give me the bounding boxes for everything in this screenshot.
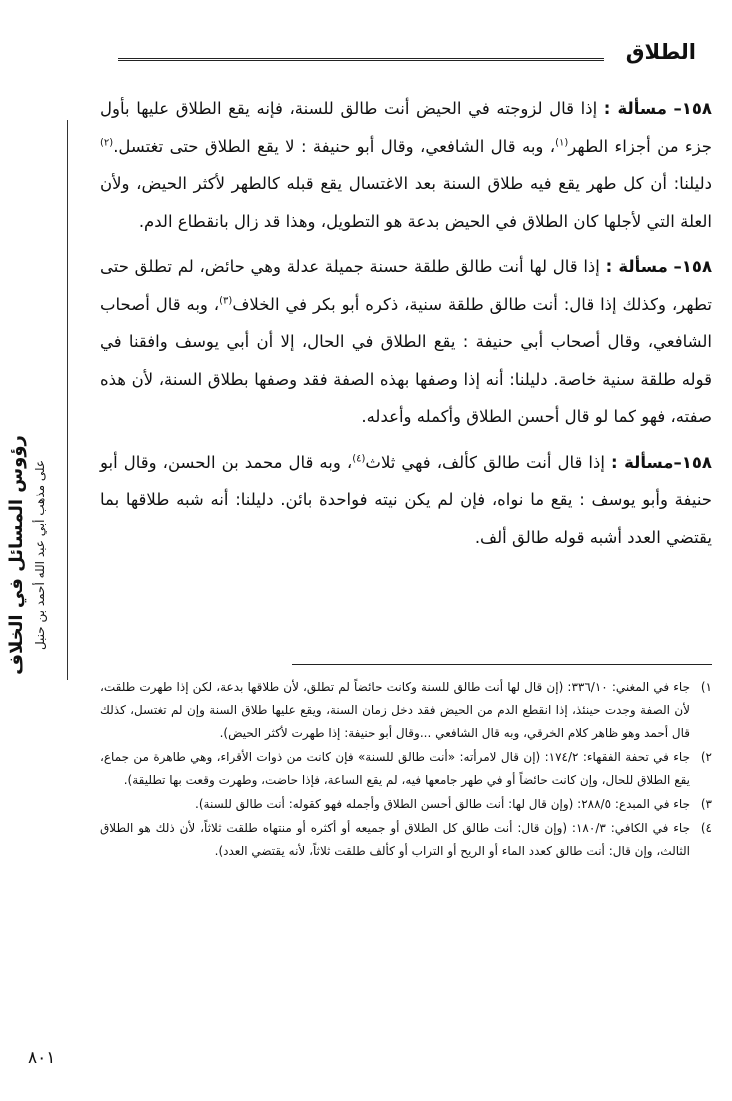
issue-text: ، وبه قال محمد بن الحسن، وقال أبو حنيفة وأبو يوسف : يقع ما نواه، فإن لم يكن نيته فواحدة بائن. دليلنا: أنه شبه طلاقها بما يقتضي العدد أشبه قوله طالق ألف. [100,452,712,547]
issue-label: مسألة : [610,452,674,472]
main-text [100,90,712,564]
footnotes [100,676,712,864]
footnote-text: جاء في الكافي: ١٨٠/٣: (وإن قال: أنت طالق كل الطلاق أو جميعه أو أكثره أو منتهاه طلقت ثلاثاً، لأن ذلك هو الطلاق الثالث، وإن قال: أنت طالق كعدد الماء أو الريح أو التراب أو كألف طلقت ثلاثاً، لأنه يقتضي العدد). [100,821,690,858]
book-title: رؤوس المسائل في الخلاف [6,435,27,675]
issue-paragraph [100,444,712,557]
footnote-marker: ١) [700,680,712,694]
footnote-marker: ٤) [700,821,712,835]
footnote-text: جاء في تحفة الفقهاء: ١٧٤/٢: (إن قال لامرأته: «أنت طالق للسنة» فإن كانت من ذوات الأقراء، وهي طاهرة من جماع، يقع الطلاق للحال، وإن كانت حائضاً أو في طهر جامعها فيه، لم يقع الساعة، فإذا حاضت، وطهرت وقعت بها تطليقة). [100,750,690,787]
footnote-ref: (٤) [352,453,366,464]
issue-text: إذا قال لها أنت طالق طلقة حسنة جميلة عدلة وهي حائض، لم تطلق حتى تطهر، وكذلك إذا قال: أنت طالق طلقة سنية، ذكره أبو بكر في الخلاف [100,257,712,314]
footnote [100,746,712,792]
footnote-text: جاء في المبدع: ٢٨٨/٥: (وإن قال لها: أنت طالق أحسن الطلاق وأجمله فهو كقوله: أنت طالق للسنة). [195,797,690,811]
issue-dash: – [673,257,682,276]
issue-text: إذا قال أنت طالق كألف، فهي ثلاث [365,452,611,472]
issue-text: ، وبه قال أصحاب الشافعي، وقال أصحاب أبي حنيفة : يقع الطلاق في الحال، إلا أن أبي يوسف وافقنا في قوله طلقة سنية خاصة. دليلنا: أنه إذا وصفها بهذه الصفة فقد وصفها بطلاق السنة، لأن هذه صفته، فهو كما لو قال أحسن الطلاق وأكمله وأعدله. [100,294,712,426]
issue-dash: – [673,452,682,472]
issue-text: دليلنا: أن كل طهر يقع فيه طلاق السنة بعد الاغتسال يقع قبله كالطهر لأكثر الحيض، ولأن العلة التي لأجلها كان الطلاق في الحيض بدعة هو التطويل، وهذا قد زال بانقطاع الدم. [100,174,712,231]
footnote-separator [292,664,712,665]
issue-paragraph [100,90,712,240]
header-rule [118,58,604,61]
issue-number: ١٥٨ [681,257,713,276]
book-subtitle: على مذهب أبي عبد الله أحمد بن حنبل [33,459,47,651]
chapter-title: الطلاق [625,40,696,64]
footnote-text: جاء في المغني: ٣٣٦/١٠: (إن قال لها أنت طالق للسنة وكانت حائضاً لم تطلق، لأن طلاقها بدعة، لكن إذا طهرت طلقت، لأن الصفة وجدت حينئذ، إذا انقطع الدم من الحيض فقد دخل زمان السنة، ويقع عليها طلاق السنة وإن لم تغتسل، كذلك قال أحمد وهو ظاهر كلام الخرقي، وبه قال الشافعي ...وقال أبو حنيفة: إذا طهرت لأكثر الحيض). [100,680,690,740]
issue-text: ، وبه قال الشافعي، وقال أبو حنيفة : لا يقع الطلاق حتى تغتسل. [113,136,556,156]
issue-number: ١٥٨ [681,452,712,472]
footnote-ref: (٢) [100,137,114,148]
spine-caption [4,420,76,690]
issue-label: مسألة : [603,99,667,118]
footnote [100,793,712,816]
issue-text: إذا قال لزوجته في الحيض أنت طالق للسنة، فإنه يقع الطلاق عليها بأول جزء من أجزاء الطهر [100,99,712,156]
footnote [100,817,712,863]
footnote-marker: ٣) [700,797,712,811]
footnote-ref: (٣) [219,295,233,306]
issue-label: مسألة : [605,257,668,276]
issue-number: ١٥٨ [681,99,712,118]
footnote-ref: (١) [555,137,569,148]
footnote-marker: ٢) [700,750,712,764]
footnote [100,676,712,745]
issue-dash: – [673,99,682,118]
page-number: ٨٠١ [28,1048,56,1068]
running-header [118,34,696,74]
issue-paragraph [100,248,712,436]
